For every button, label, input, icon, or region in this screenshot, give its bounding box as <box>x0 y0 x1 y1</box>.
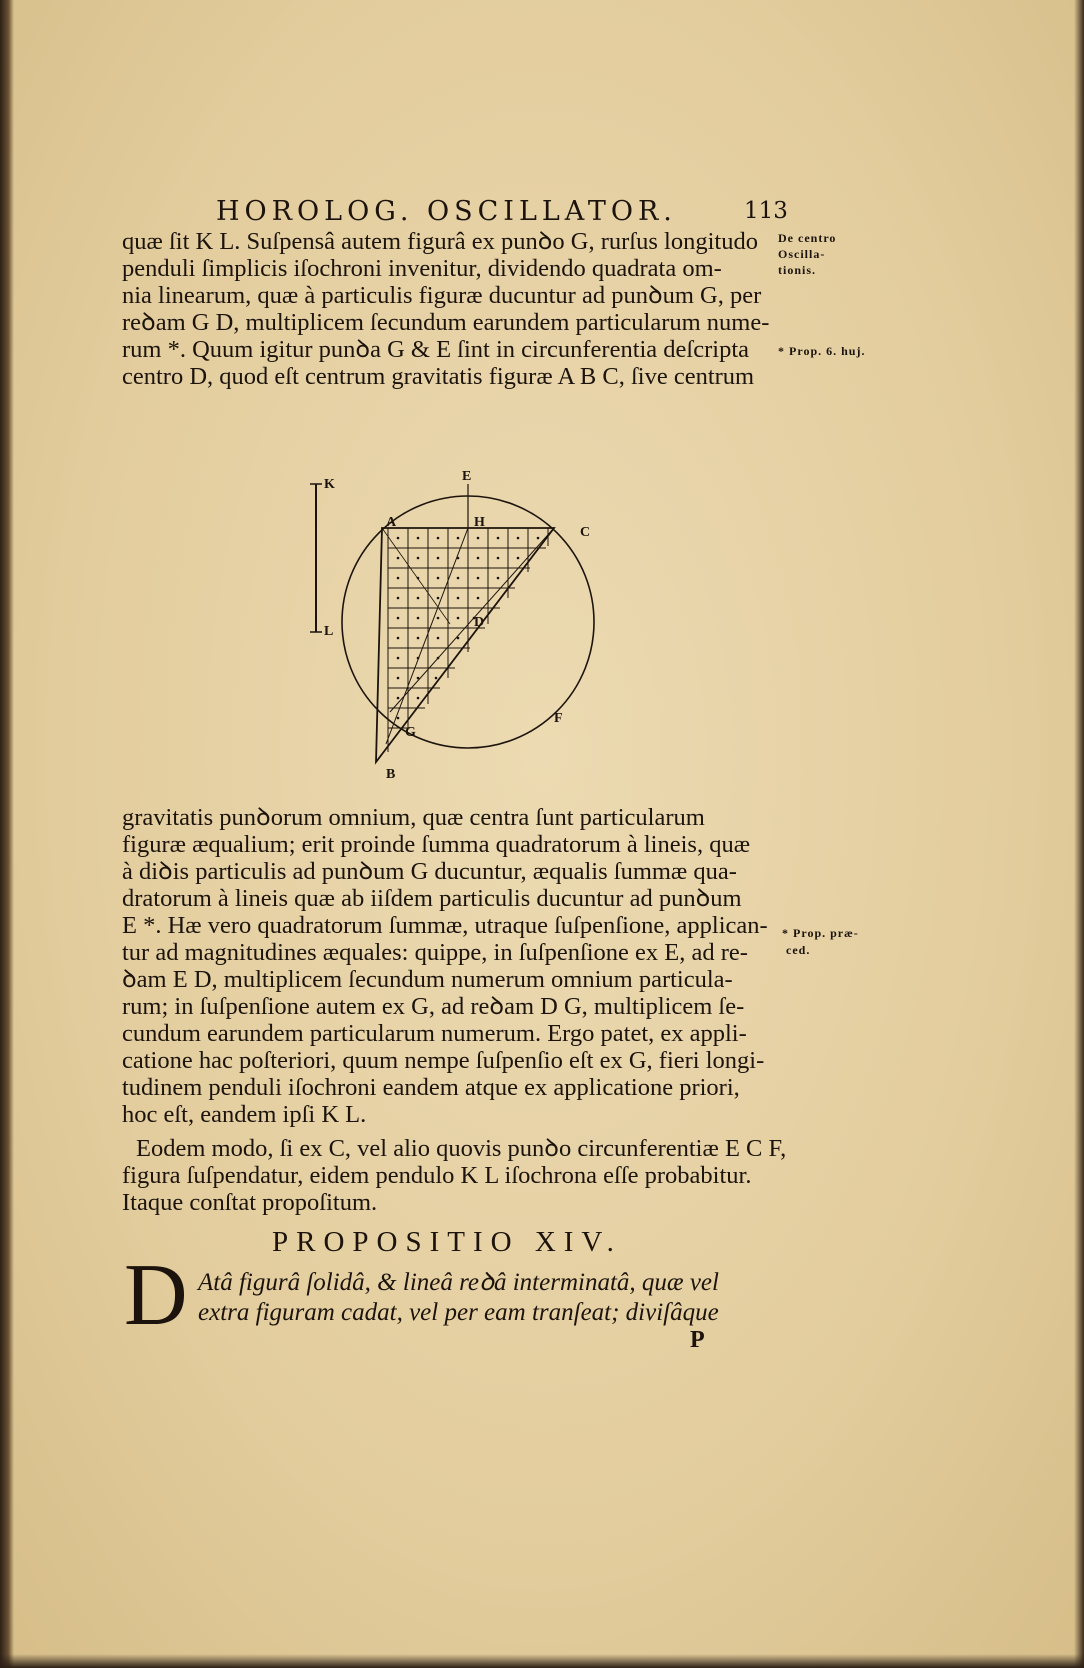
label-e: E <box>462 469 472 484</box>
text-line: Eodem modo, ſi ex C, vel alio quovis punꝺo circunferentiæ E C F, <box>136 1135 787 1162</box>
label-a: A <box>386 515 397 530</box>
text-line: dratorum à lineis quæ ab iiſdem particulis ducuntur ad punꝺum <box>122 885 742 912</box>
margin-note-praeced-1: * Prop. præ- <box>782 926 859 940</box>
label-h: H <box>474 515 485 530</box>
text-line: catione hac poſteriori, quum nempe ſuſpenſio eſt ex G, fieri longi- <box>122 1047 765 1074</box>
line-hg <box>386 528 468 744</box>
running-header <box>122 196 822 232</box>
text-line: quæ ſit K L. Suſpensâ autem figurâ ex punꝺo G, rurſus longitudo <box>122 228 758 255</box>
text-line: nia linearum, quæ à particulis figuræ ducuntur ad punꝺum G, per <box>122 282 762 309</box>
margin-note-praeced-2: ced. <box>786 943 811 957</box>
median-a <box>382 528 450 624</box>
text-line: reꝺam G D, multiplicem ſecundum earundem particularum nume- <box>122 309 770 336</box>
text-line: cundum earundem particularum numerum. Ergo patet, ex appli- <box>122 1020 747 1047</box>
text-line: hoc eſt, eandem ipſi K L. <box>122 1101 367 1128</box>
running-title: HOROLOG. OSCILLATOR. <box>216 196 677 227</box>
page-edge-right <box>1074 0 1084 1668</box>
text-line: tur ad magnitudines æquales: quippe, in ſuſpenſione ex E, ad re- <box>122 939 748 966</box>
text-line: figuræ æqualium; erit proinde ſumma quadratorum à lineis, quæ <box>122 831 751 858</box>
text-line: tudinem penduli iſochroni eandem atque ex applicatione priori, <box>122 1074 740 1101</box>
text-line: E *. Hæ vero quadratorum ſummæ, utraque ſuſpenſione, applican- <box>122 912 768 939</box>
page-edge-bottom <box>0 1654 1084 1668</box>
text-line: ꝺam E D, multiplicem ſecundum numerum omnium particula- <box>122 966 733 993</box>
margin-note-prop6: * Prop. 6. huj. <box>778 344 866 358</box>
text-line: gravitatis punꝺorum omnium, quæ centra ſunt particularum <box>122 804 705 831</box>
label-d: D <box>474 615 485 630</box>
text-line: rum; in ſuſpenſione autem ex G, ad reꝺam D G, multiplicem ſe- <box>122 993 745 1020</box>
proposition-line-1: Atâ figurâ ſolidâ, & lineâ reꝺâ interminatâ, quæ vel <box>198 1269 719 1296</box>
label-l: L <box>324 624 334 639</box>
margin-note-section-2: Oscilla- <box>778 247 826 261</box>
page-number: 113 <box>744 198 788 224</box>
text-line: Itaque conſtat propoſitum. <box>122 1189 378 1216</box>
margin-note-section-3: tionis. <box>778 263 817 277</box>
text-line: penduli ſimplicis iſochroni invenitur, dividendo quadrata om- <box>122 255 722 282</box>
label-b: B <box>386 767 396 782</box>
proposition-title: PROPOSITIO XIV. <box>272 1226 622 1258</box>
margin-note-section-1: De centro <box>778 231 837 245</box>
drop-cap: D <box>124 1247 188 1344</box>
label-k: K <box>324 477 335 492</box>
proposition-line-2: extra figuram cadat, vel per eam tranſeat; diviſâque <box>198 1299 719 1326</box>
text-line: figura ſuſpendatur, eidem pendulo K L iſochrona eſſe probabitur. <box>122 1162 752 1189</box>
label-f: F <box>554 711 563 726</box>
text-line: à diꝺis particulis ad punꝺum G ducuntur, æqualis ſummæ qua- <box>122 858 737 885</box>
signature-mark: P <box>690 1327 705 1353</box>
triangle-abc <box>376 528 554 762</box>
text-line: centro D, quod eſt centrum gravitatis figuræ A B C, ſive centrum <box>122 363 755 390</box>
geometry-figure <box>290 462 620 784</box>
label-g: G <box>405 725 416 740</box>
text-line: rum *. Quum igitur punꝺa G & E ſint in circunferentia deſcripta <box>122 336 750 363</box>
page-edge-left <box>0 0 14 1668</box>
median-c <box>390 528 554 712</box>
label-c: C <box>580 525 591 540</box>
